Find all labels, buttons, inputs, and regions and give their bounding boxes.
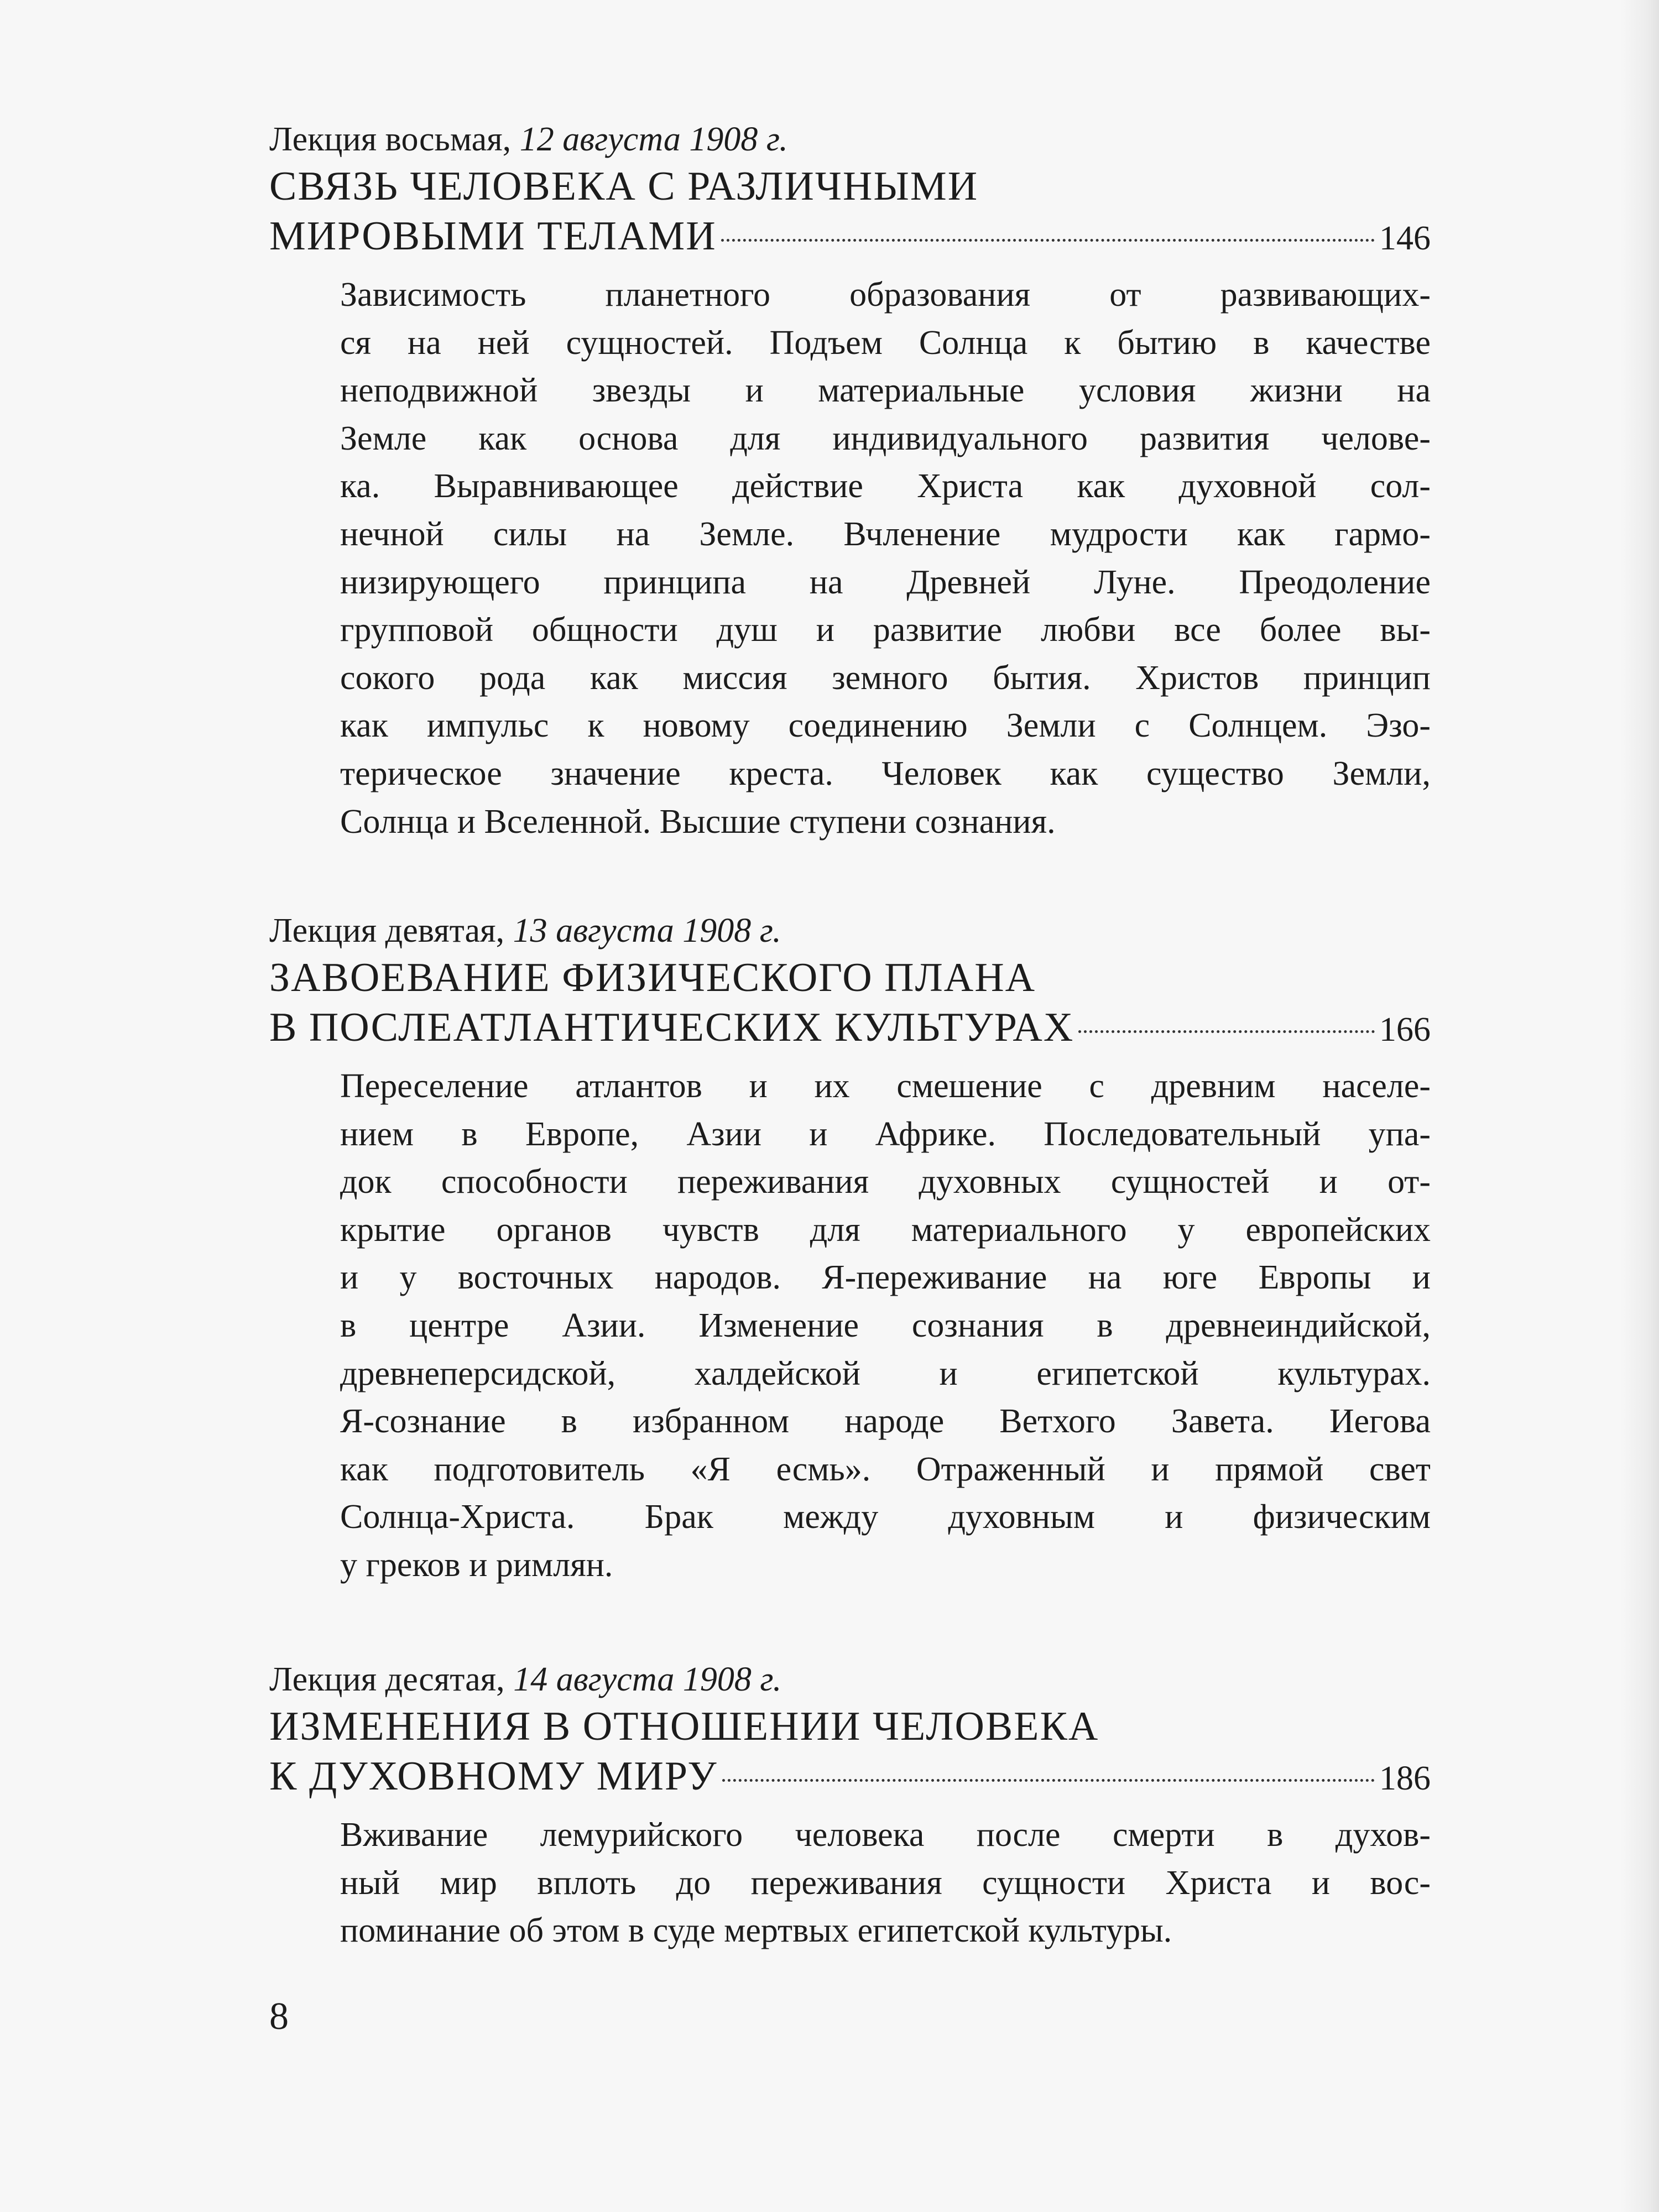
summary-line: как подготовитель «Я есмь». Отраженный и прямой свет: [340, 1450, 1431, 1488]
book-page: [269, 0, 1431, 2212]
summary-line: ный мир вплоть до переживания сущности Христа и вос-: [340, 1864, 1431, 1902]
lecture-heading: [269, 117, 1431, 161]
toc-entry-lecture-9: [269, 909, 1431, 1589]
lecture-title-line-2: МИРОВЫМИ ТЕЛАМИ: [269, 213, 717, 259]
toc-entry-lecture-8: [269, 117, 1431, 846]
summary-line: Солнца и Вселенной. Высшие ступени сознания.: [340, 802, 1056, 841]
summary-line: поминание об этом в суде мертвых египетской культуры.: [340, 1912, 1172, 1950]
lecture-title-row: [269, 1003, 1431, 1055]
lecture-title-row: [269, 211, 1431, 263]
lecture-summary: [340, 1811, 1431, 1955]
page-number[interactable]: 146: [1379, 220, 1431, 257]
summary-line: и у восточных народов. Я-переживание на юге Европы и: [340, 1259, 1431, 1297]
summary-line: Вживание лемурийского человека после смерти в духов-: [340, 1816, 1431, 1854]
page-number[interactable]: 166: [1379, 1011, 1431, 1048]
lecture-number: Лекция девятая,: [269, 912, 505, 950]
summary-line: низирующего принципа на Древней Луне. Преодоление: [340, 563, 1431, 601]
summary-line: крытие органов чувств для материального у европейских: [340, 1211, 1431, 1249]
lecture-title-line-1: ЗАВОЕВАНИЕ ФИЗИЧЕСКОГО ПЛАНА: [269, 955, 1036, 1000]
summary-line: Солнца-Христа. Брак между духовным и физическим: [340, 1498, 1431, 1536]
summary-line: в центре Азии. Изменение сознания в древнеиндийской,: [340, 1306, 1431, 1344]
summary-line: ка. Выравнивающее действие Христа как духовной сол-: [340, 467, 1431, 505]
summary-line: Я-сознание в избранном народе Ветхого Завета. Иегова: [340, 1402, 1431, 1441]
lecture-summary: [340, 1062, 1431, 1589]
summary-line: терическое значение креста. Человек как существо Земли,: [340, 754, 1431, 792]
lecture-title-line-1: ИЗМЕНЕНИЯ В ОТНОШЕНИИ ЧЕЛОВЕКА: [269, 1704, 1099, 1749]
lecture-number: Лекция десятая,: [269, 1661, 505, 1698]
summary-line: сокого рода как миссия земного бытия. Христов принцип: [340, 659, 1431, 697]
lecture-title-line-2: В ПОСЛЕАТЛАНТИЧЕСКИХ КУЛЬТУРАХ: [269, 1005, 1074, 1050]
summary-line: у греков и римлян.: [340, 1546, 613, 1584]
lecture-date: 12 августа 1908 г.: [519, 121, 788, 158]
summary-line: нечной силы на Земле. Вчленение мудрости как гармо-: [340, 515, 1431, 553]
lecture-date: 14 августа 1908 г.: [513, 1661, 782, 1698]
lecture-date: 13 августа 1908 г.: [513, 912, 781, 950]
summary-line: нием в Европе, Азии и Африке. Последовательный упа-: [340, 1115, 1431, 1153]
lecture-heading: [269, 1657, 1431, 1702]
summary-line: Зависимость планетного образования от развивающих-: [340, 276, 1431, 314]
summary-line: док способности переживания духовных сущностей и от-: [340, 1163, 1431, 1201]
summary-line: Земле как основа для индивидуального развития челове-: [340, 419, 1431, 457]
lecture-title-line-2: К ДУХОВНОМУ МИРУ: [269, 1754, 718, 1799]
dot-leader: [721, 239, 1375, 242]
dot-leader: [722, 1779, 1375, 1782]
summary-line: древнеперсидской, халдейской и египетской культурах.: [340, 1354, 1431, 1392]
page-folio-number: 8: [269, 1995, 289, 2038]
page-number[interactable]: 186: [1379, 1760, 1431, 1797]
lecture-heading: [269, 909, 1431, 953]
lecture-number: Лекция восьмая,: [269, 121, 512, 158]
summary-line: групповой общности душ и развитие любви все более вы-: [340, 611, 1431, 649]
lecture-title-row: [269, 1751, 1431, 1803]
summary-line: как импульс к новому соединению Земли с Солнцем. Эзо-: [340, 707, 1431, 745]
lecture-summary: [340, 271, 1431, 846]
toc-entry-lecture-10: [269, 1657, 1431, 1955]
page-edge-shadow: [1620, 0, 1659, 2212]
lecture-title-line-1: СВЯЗЬ ЧЕЛОВЕКА С РАЗЛИЧНЫМИ: [269, 164, 979, 209]
summary-line: Переселение атлантов и их смешение с древним населе-: [340, 1067, 1431, 1105]
summary-line: ся на ней сущностей. Подъем Солнца к бытию в качестве: [340, 324, 1431, 362]
dot-leader: [1078, 1030, 1375, 1033]
summary-line: неподвижной звезды и материальные условия жизни на: [340, 372, 1431, 410]
